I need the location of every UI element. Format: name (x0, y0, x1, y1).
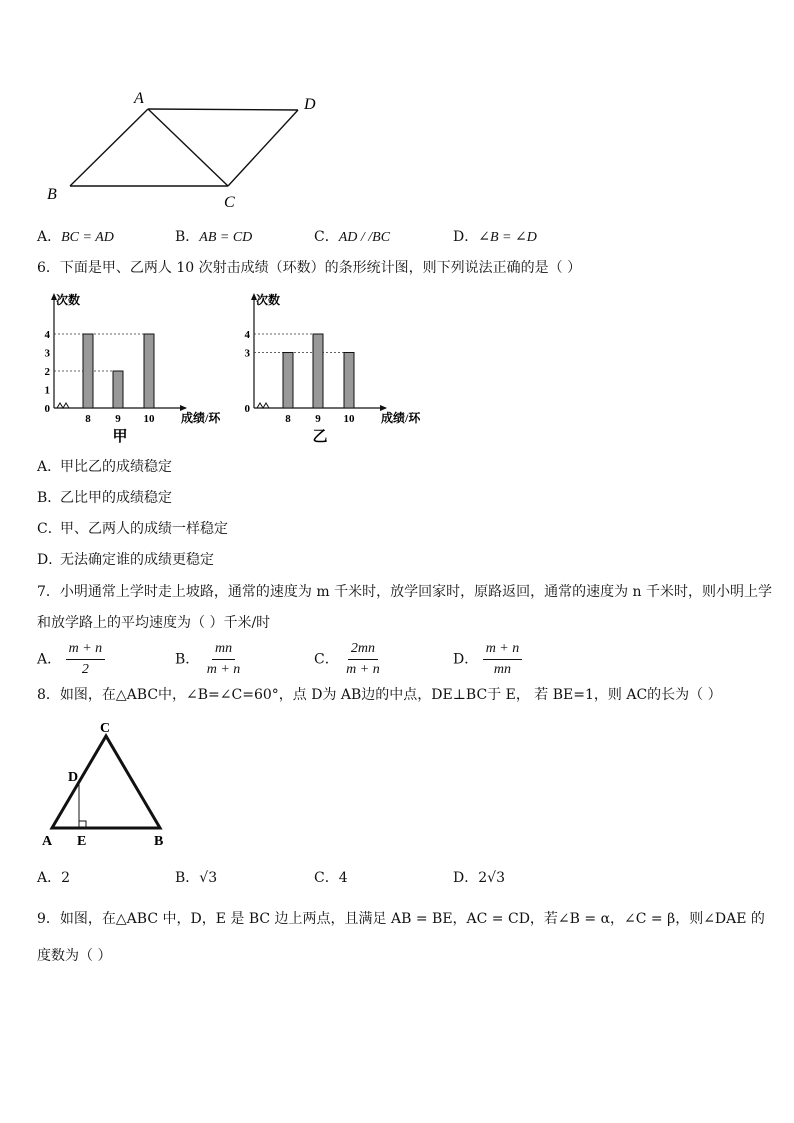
axis-break-mark (57, 403, 69, 408)
q5-option-c[interactable] (314, 228, 390, 247)
option-letter: A． (37, 870, 62, 886)
y-tick-label: 3 (244, 347, 250, 360)
q6-option-b-text: 乙比甲的成绩稳定 (60, 490, 172, 506)
q9-stem-line2: 度数为（ ） (37, 948, 112, 964)
vertex-label-b: B (154, 834, 164, 849)
denominator: 2 (81, 662, 89, 677)
q6-option-a-text: 甲比乙的成绩稳定 (60, 459, 172, 475)
side-ab (70, 109, 148, 186)
q9-stem-line1: 9．如图，在△ABC 中，D，E 是 BC 边上两点，且满足 AB = BE，AC = CD，若∠B = α，∠C = β，则∠DAE 的 (37, 911, 765, 927)
option-letter: B． (175, 229, 200, 245)
x-tick-label: 9 (115, 413, 121, 425)
option-letter: D． (453, 651, 479, 668)
bar-8 (283, 353, 293, 409)
option-text: 2 (61, 870, 71, 886)
vertex-label-a: A (134, 90, 144, 107)
y-tick-label: 3 (44, 347, 50, 360)
x-axis-label: 成绩/环 (381, 411, 421, 425)
q5-option-b[interactable] (175, 228, 252, 247)
q8-option-c[interactable] (314, 869, 348, 887)
q7-option-a[interactable] (37, 641, 105, 678)
fraction (204, 641, 244, 678)
q8-option-d[interactable] (453, 869, 505, 887)
option-letter: A． (37, 229, 62, 245)
numerator: mn (212, 641, 235, 660)
vertex-label-e: E (77, 834, 87, 849)
q7-stem-line1: 7．小明通常上学时走上坡路，通常的速度为 m 千米时，放学回家时，原路返回，通常的速度为 n 千米时，则小明上学 (37, 584, 772, 600)
x-tick-label: 8 (85, 413, 91, 425)
vertex-label-c: C (224, 194, 235, 210)
bar-8 (83, 334, 93, 408)
bar-chart-jia (36, 290, 236, 445)
option-letter: B． (175, 651, 200, 668)
q7-option-d[interactable] (453, 641, 522, 678)
denominator: mn (493, 662, 512, 677)
q5-option-d[interactable] (453, 228, 537, 247)
q8-option-a[interactable] (37, 869, 70, 887)
bar-10 (144, 334, 154, 408)
y-tick-label: 2 (44, 366, 50, 378)
option-letter: C． (314, 229, 339, 245)
option-text: 2√3 (478, 870, 505, 886)
side-ad (148, 109, 298, 110)
option-text: ∠B = ∠D (478, 230, 537, 245)
triangle-figure (40, 715, 180, 850)
numerator: m + n (66, 641, 106, 660)
q5-option-a[interactable] (37, 228, 114, 247)
y-tick-label: 4 (244, 329, 250, 341)
option-letter: D． (453, 870, 479, 886)
y-axis-label: 次数 (256, 293, 281, 307)
option-text: BC = AD (61, 230, 114, 245)
option-text: AD / /BC (338, 230, 391, 245)
x-tick-label: 10 (143, 413, 155, 425)
q7-option-c[interactable] (314, 641, 383, 678)
bar-9 (113, 371, 123, 408)
vertex-label-d: D (68, 770, 79, 785)
y-axis-label: 次数 (56, 293, 81, 307)
option-letter: C． (314, 870, 339, 886)
denominator: m + n (346, 662, 380, 677)
q8-option-b[interactable] (175, 869, 217, 887)
vertex-label-b: B (47, 186, 57, 203)
chart-title: 乙 (312, 429, 328, 445)
option-text: AB = CD (199, 230, 253, 245)
q8-stem: 8．如图，在△ABC中，∠B=∠C=60°，点 D为 AB边的中点，DE⊥BC于 E， 若 BE=1，则 AC的长为（ ） (37, 687, 722, 703)
fraction (66, 641, 106, 678)
x-tick-label: 8 (285, 413, 291, 425)
q6-option-a[interactable]: A． (37, 459, 62, 475)
q6-option-c-text: 甲、乙两人的成绩一样稳定 (60, 521, 228, 537)
bar-9 (313, 334, 323, 408)
q6-option-c[interactable]: C． (37, 521, 62, 537)
denominator: m + n (206, 662, 241, 677)
vertex-label-a: A (42, 834, 53, 849)
x-tick-label: 10 (343, 413, 355, 425)
numerator: m + n (483, 641, 523, 660)
q6-option-d[interactable]: D． (37, 552, 63, 568)
bar-10 (344, 353, 354, 409)
axis-break-mark (257, 403, 269, 408)
q7-option-b[interactable] (175, 641, 243, 678)
vertex-label-c: C (100, 721, 111, 736)
option-text: 4 (338, 870, 348, 886)
parallelogram-figure (40, 85, 340, 210)
y-tick-label: 0 (44, 403, 50, 415)
option-letter: B． (175, 870, 200, 886)
q6-stem: 6．下面是甲、乙两人 10 次射击成绩（环数）的条形统计图，则下列说法正确的是（ ） (37, 260, 582, 276)
q7-stem-line2: 和放学路上的平均速度为（ ）千米/时 (37, 615, 271, 631)
diagonal-ac (148, 109, 228, 186)
y-tick-label: 0 (244, 403, 250, 415)
q6-option-d-text: 无法确定谁的成绩更稳定 (60, 552, 214, 568)
x-tick-label: 9 (315, 413, 321, 425)
option-letter: C． (314, 651, 339, 668)
x-axis-label: 成绩/环 (181, 411, 221, 425)
option-letter: D． (453, 229, 479, 245)
vertex-label-d: D (304, 96, 316, 113)
y-tick-label: 4 (44, 329, 50, 341)
bar-chart-yi (236, 290, 436, 445)
chart-title: 甲 (112, 429, 128, 445)
fraction (343, 641, 383, 678)
side-cd (228, 110, 298, 186)
option-text: √3 (199, 870, 218, 886)
y-tick-label: 1 (44, 384, 50, 397)
option-letter: A． (37, 651, 62, 668)
numerator: 2mn (348, 641, 378, 660)
fraction (483, 641, 523, 678)
q6-option-b[interactable]: B． (37, 490, 62, 506)
